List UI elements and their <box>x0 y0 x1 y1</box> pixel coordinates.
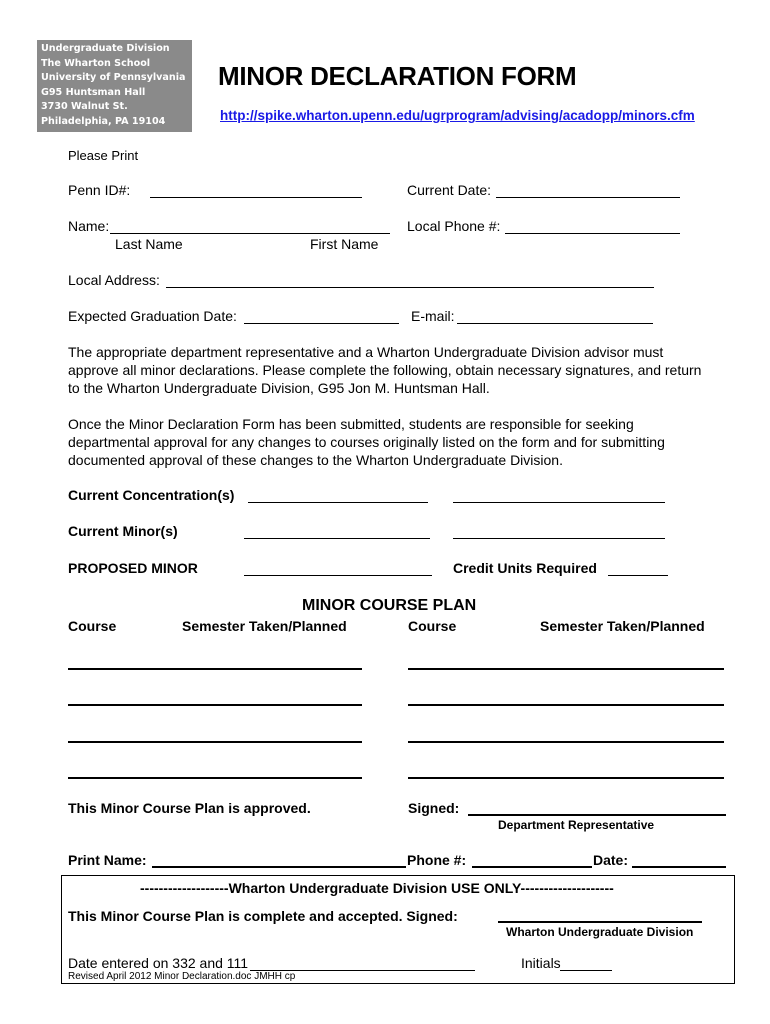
email-field[interactable] <box>457 323 653 324</box>
last-name-caption: Last Name <box>115 236 183 252</box>
course-plan-row-left[interactable] <box>68 777 362 779</box>
current-date-label: Current Date: <box>407 182 492 198</box>
email-label: E-mail: <box>411 308 455 324</box>
instructions-paragraph-1: The appropriate department representative and a Wharton Undergraduate Division advisor must approve all minor declarations. Please complete the following, obtain necessary signatures, and return to the Wharton Undergraduate Division, G95 Jon M. Huntsman Hall. <box>68 344 702 396</box>
local-phone-label: Local Phone #: <box>407 218 501 234</box>
course-plan-row-right[interactable] <box>408 777 724 779</box>
grad-date-label: Expected Graduation Date: <box>68 308 237 324</box>
initials-field[interactable] <box>560 970 612 971</box>
minors-url-link[interactable]: http://spike.wharton.upenn.edu/ugrprogram/advising/acadopp/minors.cfm <box>220 108 695 123</box>
phone-label: Phone #: <box>407 852 467 868</box>
accepted-statement: This Minor Course Plan is complete and accepted. Signed: <box>68 908 458 924</box>
phone-field[interactable] <box>472 866 592 868</box>
course-plan-row-left[interactable] <box>68 741 362 743</box>
first-name-caption: First Name <box>310 236 379 252</box>
course-plan-heading: MINOR COURSE PLAN <box>302 597 477 614</box>
name-label: Name: <box>68 218 110 234</box>
instructions-paragraph-2: Once the Minor Declaration Form has been submitted, students are responsible for seeking departmental approval for any changes to courses originally listed on the form and for submitting documented approval of these changes to the Wharton Undergraduate Division. <box>68 416 665 468</box>
course-column-header: Course <box>68 618 117 634</box>
course-plan-row-left[interactable] <box>68 704 362 706</box>
semester-column-header: Semester Taken/Planned <box>540 618 705 634</box>
name-field[interactable] <box>110 233 390 234</box>
local-address-field[interactable] <box>166 287 654 288</box>
local-address-label: Local Address: <box>68 272 160 288</box>
course-plan-row-left[interactable] <box>68 668 362 670</box>
course-plan-row-right[interactable] <box>408 668 724 670</box>
please-print-note: Please Print <box>68 148 139 163</box>
grad-date-field[interactable] <box>244 323 399 324</box>
plan-approved-statement: This Minor Course Plan is approved. <box>68 800 311 816</box>
address-line: Philadelphia, PA 19104 <box>41 115 166 127</box>
proposed-minor-label: PROPOSED MINOR <box>68 560 198 576</box>
date-label: Date: <box>593 852 629 868</box>
course-plan-row-right[interactable] <box>408 704 724 706</box>
course-column-header: Course <box>408 618 457 634</box>
penn-id-field[interactable] <box>150 197 362 198</box>
initials-label: Initials <box>521 955 561 971</box>
minors-label: Current Minor(s) <box>68 523 178 539</box>
credit-units-label: Credit Units Required <box>453 560 597 576</box>
signed-label: Signed: <box>408 800 460 816</box>
address-line: The Wharton School <box>41 57 151 69</box>
division-signature-field[interactable] <box>498 921 702 923</box>
course-plan-row-right[interactable] <box>408 741 724 743</box>
print-name-label: Print Name: <box>68 852 147 868</box>
concentrations-label: Current Concentration(s) <box>68 487 235 503</box>
address-block <box>37 40 192 132</box>
credit-units-field[interactable] <box>608 575 668 576</box>
division-caption: Wharton Undergraduate Division <box>506 925 694 939</box>
current-date-field[interactable] <box>496 197 680 198</box>
address-line: G95 Huntsman Hall <box>41 86 146 98</box>
revision-footer: Revised April 2012 Minor Declaration.doc JMHH cp <box>68 971 296 982</box>
semester-column-header: Semester Taken/Planned <box>182 618 347 634</box>
local-phone-field[interactable] <box>505 233 680 234</box>
address-line: 3730 Walnut St. <box>41 101 128 113</box>
minor-field-1[interactable] <box>244 538 430 539</box>
dept-rep-caption: Department Representative <box>498 818 655 832</box>
dept-signature-field[interactable] <box>468 814 726 816</box>
concentration-field-2[interactable] <box>453 502 665 503</box>
proposed-minor-field[interactable] <box>244 575 432 576</box>
minor-field-2[interactable] <box>453 538 665 539</box>
date-entered-label: Date entered on 332 and 111 <box>68 955 249 971</box>
date-field[interactable] <box>632 866 726 868</box>
penn-id-label: Penn ID#: <box>68 182 131 198</box>
print-name-field[interactable] <box>152 866 406 868</box>
form-title: MINOR DECLARATION FORM <box>218 61 577 91</box>
address-line: University of Pennsylvania <box>41 72 186 84</box>
address-line: Undergraduate Division <box>41 43 170 54</box>
office-use-banner: -------------------Wharton Undergraduate Division USE ONLY-------------------- <box>140 880 614 896</box>
concentration-field-1[interactable] <box>248 502 428 503</box>
